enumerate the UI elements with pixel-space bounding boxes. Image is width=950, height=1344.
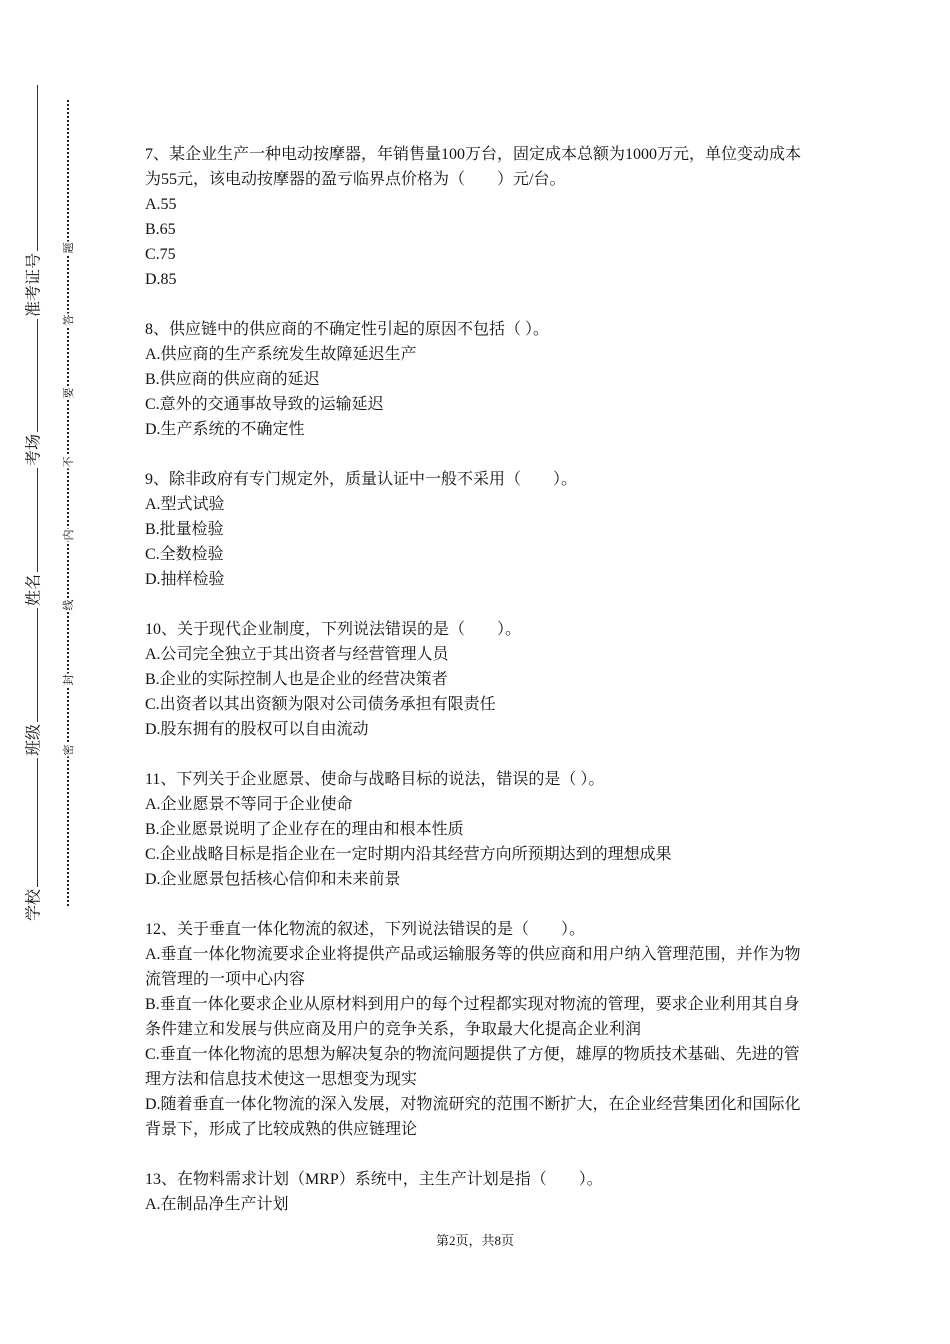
binding-solid-line — [37, 85, 38, 905]
answer-option: A.公司完全独立于其出资者与经营管理人员 — [145, 646, 449, 663]
seal-char: 答 — [60, 314, 76, 327]
seal-char: 内 — [60, 529, 76, 542]
question-stem: 12、关于垂直一体化物流的叙述，下列说法错误的是（ ）。 — [145, 921, 586, 938]
question-stem: 7、某企业生产一种电动按摩器，年销售量100万台，固定成本总额为1000万元，单位变动成本为55元，该电动按摩器的盈亏临界点价格为（ ）元/台。 — [145, 146, 802, 188]
question — [145, 617, 810, 742]
answer-option: B.批量检验 — [145, 521, 224, 538]
seal-char: 线 — [60, 599, 76, 612]
answer-option: D.企业愿景包括核心信仰和未来前景 — [145, 871, 401, 888]
seal-char: 要 — [60, 387, 76, 400]
answer-option: B.65 — [145, 221, 176, 238]
question — [145, 1167, 810, 1217]
seal-char: 不 — [60, 456, 76, 469]
answer-option: D.生产系统的不确定性 — [145, 421, 305, 438]
answer-option: B.企业愿景说明了企业存在的理由和根本性质 — [145, 821, 464, 838]
question — [145, 317, 810, 442]
answer-option: D.抽样检验 — [145, 571, 225, 588]
answer-option: A.供应商的生产系统发生故障延迟生产 — [145, 346, 417, 363]
admission-number-label: 准考证号 — [21, 251, 44, 319]
name-label: 姓名 — [21, 572, 44, 608]
answer-option: C.全数检验 — [145, 546, 224, 563]
seal-char: 封 — [60, 674, 76, 687]
seal-char: 题 — [60, 242, 76, 255]
answer-option: A.垂直一体化物流要求企业将提供产品或运输服务等的供应商和用户纳入管理范围，并作为物流管理的一项中心内容 — [145, 946, 801, 988]
page-number: 第2页，共8页 — [435, 1233, 514, 1248]
answer-option: A.型式试验 — [145, 496, 225, 513]
answer-option: D.随着垂直一体化物流的深入发展，对物流研究的范围不断扩大，在企业经营集团化和国际化背景下，形成了比较成熟的供应链理论 — [145, 1096, 801, 1138]
answer-option: D.85 — [145, 271, 177, 288]
answer-option: B.供应商的供应商的延迟 — [145, 371, 320, 388]
answer-option: A.在制品净生产计划 — [145, 1196, 289, 1213]
answer-option: A.55 — [145, 196, 177, 213]
question-stem: 9、除非政府有专门规定外，质量认证中一般不采用（ ）。 — [145, 471, 578, 488]
question-stem: 13、在物料需求计划（MRP）系统中，主生产计划是指（ ）。 — [145, 1171, 603, 1188]
seal-char: 密 — [60, 744, 76, 757]
question-stem: 11、下列关于企业愿景、使命与战略目标的说法，错误的是（ ）。 — [145, 771, 605, 788]
question — [145, 767, 810, 892]
answer-option: C.75 — [145, 246, 176, 263]
school-label: 学校 — [21, 887, 44, 923]
answer-option: C.出资者以其出资额为限对公司债务承担有限责任 — [145, 696, 496, 713]
question — [145, 142, 810, 292]
answer-option: A.企业愿景不等同于企业使命 — [145, 796, 353, 813]
question — [145, 917, 810, 1142]
question-stem: 8、供应链中的供应商的不确定性引起的原因不包括（ ）。 — [145, 321, 550, 338]
question-list — [145, 142, 810, 1242]
answer-option: C.企业战略目标是指企业在一定时期内沿其经营方向所预期达到的理想成果 — [145, 846, 672, 863]
exam-room-label: 考场 — [21, 432, 44, 468]
answer-option: C.意外的交通事故导致的运输延迟 — [145, 396, 384, 413]
question-stem: 10、关于现代企业制度，下列说法错误的是（ ）。 — [145, 621, 522, 638]
answer-option: B.企业的实际控制人也是企业的经营决策者 — [145, 671, 448, 688]
answer-option: D.股东拥有的股权可以自由流动 — [145, 721, 369, 738]
question — [145, 467, 810, 592]
binding-dotted-line — [67, 100, 69, 906]
answer-option: B.垂直一体化要求企业从原材料到用户的每个过程都实现对物流的管理，要求企业利用其自身条件建立和发展与供应商及用户的竞争关系，争取最大化提高企业利润 — [145, 996, 800, 1038]
class-label: 班级 — [21, 722, 44, 758]
answer-option: C.垂直一体化物流的思想为解决复杂的物流问题提供了方便，雄厚的物质技术基础、先进的管理方法和信息技术使这一思想变为现实 — [145, 1046, 800, 1088]
